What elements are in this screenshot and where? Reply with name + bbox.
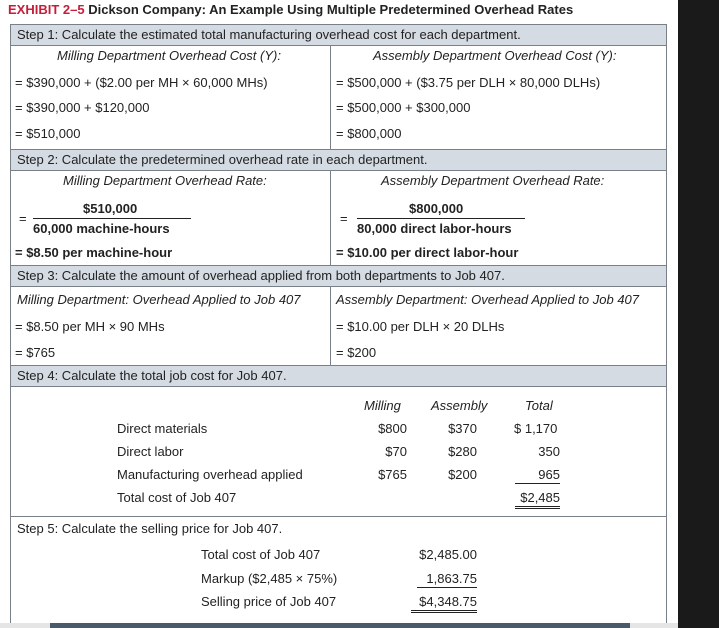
step1-left-line3: = $510,000 [15, 126, 81, 141]
step4-col-milling: Milling [364, 398, 401, 413]
step5-row1-value: $2,485.00 [419, 547, 477, 562]
step4-row3-total: 965 [515, 467, 560, 484]
step4-row3-label: Manufacturing overhead applied [117, 467, 303, 482]
step1-left-title: Milling Department Overhead Cost (Y): [57, 48, 281, 63]
step1-left-line2: = $390,000 + $120,000 [15, 100, 150, 115]
step4-row3-milling: $765 [378, 467, 407, 482]
step1-header: Step 1: Calculate the estimated total manufacturing overhead cost for each department. [17, 27, 521, 42]
step4-col-assembly: Assembly [431, 398, 488, 413]
step4-row1-total: $ 1,170 [514, 421, 558, 436]
step1-right-line1: = $500,000 + ($3.75 per DLH × 80,000 DLHs) [336, 75, 601, 90]
step3-left-title: Milling Department: Overhead Applied to Job 407 [17, 292, 301, 307]
exhibit-table [10, 24, 667, 627]
step4-row4-total: $2,485 [515, 490, 560, 509]
step2-left-numerator: $510,000 [83, 201, 138, 216]
step5-row3-value: $4,348.75 [411, 594, 477, 613]
scrollbar-thumb[interactable] [50, 623, 630, 628]
step5-row1-label: Total cost of Job 407 [201, 547, 321, 562]
step5-header: Step 5: Calculate the selling price for Job 407. [17, 521, 283, 536]
step2-right-title: Assembly Department Overhead Rate: [381, 173, 605, 188]
step2-left-eq: = [19, 211, 27, 226]
step2-right-result: = $10.00 per direct labor-hour [336, 245, 519, 260]
step2-right-numerator: $800,000 [409, 201, 464, 216]
step4-row2-milling: $70 [385, 444, 407, 459]
window-edge [678, 0, 719, 628]
exhibit-label: EXHIBIT 2–5 [8, 2, 85, 17]
step4-col-total: Total [525, 398, 553, 413]
step3-left-line1: = $8.50 per MH × 90 MHs [15, 319, 165, 334]
step2-left-title: Milling Department Overhead Rate: [63, 173, 267, 188]
step5-row2-label: Markup ($2,485 × 75%) [201, 571, 338, 586]
step2-right-denominator: 80,000 direct labor-hours [357, 221, 512, 236]
step3-right-line2: = $200 [336, 345, 377, 360]
step4-row1-milling: $800 [378, 421, 407, 436]
step4-row3-assembly: $200 [448, 467, 477, 482]
step3-right-line1: = $10.00 per DLH × 20 DLHs [336, 319, 505, 334]
step4-row2-label: Direct labor [117, 444, 184, 459]
exhibit-name: Dickson Company: An Example Using Multiple Predetermined Overhead Rates [88, 2, 574, 17]
step2-left-denominator: 60,000 machine-hours [33, 221, 170, 236]
step5-row2-value: 1,863.75 [417, 571, 477, 588]
step2-left-result: = $8.50 per machine-hour [15, 245, 173, 260]
step1-left-line1: = $390,000 + ($2.00 per MH × 60,000 MHs) [15, 75, 268, 90]
exhibit-title [8, 2, 573, 17]
step1-right-title: Assembly Department Overhead Cost (Y): [373, 48, 617, 63]
step2-header: Step 2: Calculate the predetermined overhead rate in each department. [17, 152, 428, 167]
step2-right-eq: = [340, 211, 348, 226]
step4-row4-label: Total cost of Job 407 [117, 490, 237, 505]
step3-right-title: Assembly Department: Overhead Applied to Job 407 [336, 292, 640, 307]
step4-header: Step 4: Calculate the total job cost for Job 407. [17, 368, 287, 383]
step1-right-line2: = $500,000 + $300,000 [336, 100, 471, 115]
step3-header: Step 3: Calculate the amount of overhead applied from both departments to Job 407. [17, 268, 505, 283]
step3-left-line2: = $765 [15, 345, 56, 360]
step4-row1-label: Direct materials [117, 421, 208, 436]
horizontal-scrollbar[interactable] [0, 623, 678, 628]
step4-row2-assembly: $280 [448, 444, 477, 459]
step4-row1-assembly: $370 [448, 421, 477, 436]
step4-row2-total: 350 [538, 444, 560, 459]
step1-right-line3: = $800,000 [336, 126, 402, 141]
step5-row3-label: Selling price of Job 407 [201, 594, 337, 609]
